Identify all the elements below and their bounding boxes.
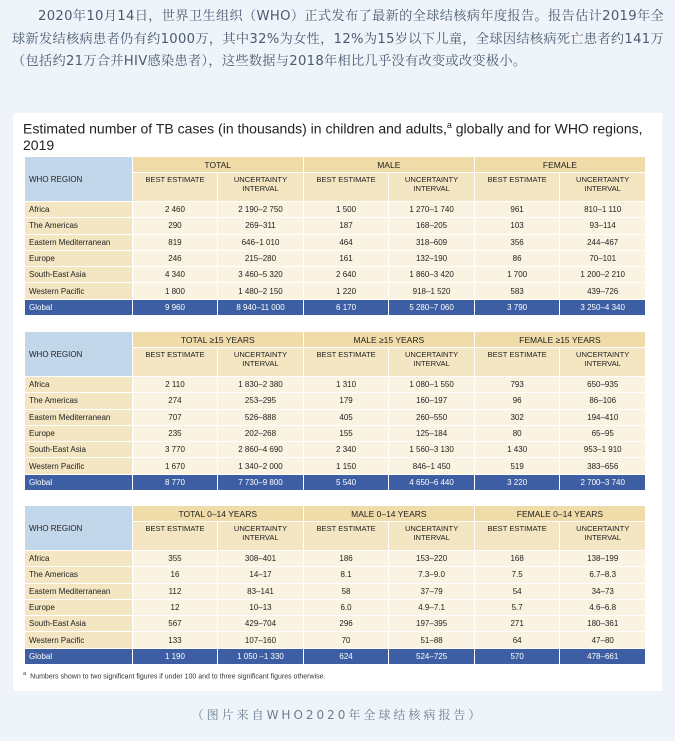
- table-cell: 570: [475, 649, 560, 664]
- table-cell: 4.9–7.1: [389, 600, 474, 615]
- table-row: [25, 426, 645, 441]
- table-cell: 80: [475, 426, 560, 441]
- table-cell: 1 340–2 000: [218, 458, 303, 473]
- group-header: MALE: [304, 157, 474, 172]
- table-cell: 83–141: [218, 584, 303, 599]
- table-cell: 1 150: [304, 458, 389, 473]
- table-cell: 583: [475, 283, 560, 298]
- uncertainty-interval-header: UNCERTAINTY INTERVAL: [560, 348, 645, 376]
- region-name: Global: [25, 649, 132, 664]
- table-cell: 64: [475, 632, 560, 647]
- table-cell: 4 650–6 440: [389, 475, 474, 490]
- table-cell: 138–199: [560, 551, 645, 566]
- region-name: South-East Asia: [25, 616, 132, 631]
- table-cell: 526–888: [218, 410, 303, 425]
- uncertainty-interval-header: UNCERTAINTY INTERVAL: [218, 348, 303, 376]
- table-cell: 1 860–3 420: [389, 267, 474, 282]
- table-cell: 160–197: [389, 393, 474, 408]
- table-row: [25, 584, 645, 599]
- region-name: Global: [25, 300, 132, 315]
- table-cell: 918–1 520: [389, 283, 474, 298]
- table-cell: 5 540: [304, 475, 389, 490]
- table-cell: 86–106: [560, 393, 645, 408]
- table-cell: 6.7–8.3: [560, 567, 645, 582]
- table-cell: 132–190: [389, 251, 474, 266]
- table-cell: 1 200–2 210: [560, 267, 645, 282]
- table-cell: 2 860–4 690: [218, 442, 303, 457]
- table-cell: 3 220: [475, 475, 560, 490]
- global-row: [25, 300, 645, 315]
- region-name: South-East Asia: [25, 267, 132, 282]
- table-cell: 429–704: [218, 616, 303, 631]
- table-cell: 112: [133, 584, 218, 599]
- table-cell: 1 310: [304, 377, 389, 392]
- table-cell: 810–1 110: [560, 202, 645, 217]
- uncertainty-interval-header: UNCERTAINTY INTERVAL: [389, 173, 474, 201]
- table-cell: 1 430: [475, 442, 560, 457]
- group-header: TOTAL ≥15 YEARS: [133, 332, 303, 347]
- best-estimate-header: BEST ESTIMATE: [304, 522, 389, 550]
- global-row: [25, 475, 645, 490]
- table-cell: 155: [304, 426, 389, 441]
- table-cell: 153–220: [389, 551, 474, 566]
- best-estimate-header: BEST ESTIMATE: [475, 173, 560, 201]
- table-cell: 846–1 450: [389, 458, 474, 473]
- table-cell: 1 830–2 380: [218, 377, 303, 392]
- table-cell: 3 770: [133, 442, 218, 457]
- table-cell: 7.3–9.0: [389, 567, 474, 582]
- region-name: South-East Asia: [25, 442, 132, 457]
- uncertainty-interval-header: UNCERTAINTY INTERVAL: [560, 522, 645, 550]
- table-cell: 624: [304, 649, 389, 664]
- table-cell: 96: [475, 393, 560, 408]
- uncertainty-interval-header: UNCERTAINTY INTERVAL: [389, 522, 474, 550]
- table-cell: 8.1: [304, 567, 389, 582]
- region-name: Western Pacific: [25, 283, 132, 298]
- table-adults: [24, 331, 646, 491]
- region-name: Europe: [25, 426, 132, 441]
- table-cell: 5 280–7 060: [389, 300, 474, 315]
- table-children: [24, 505, 646, 665]
- table-cell: 308–401: [218, 551, 303, 566]
- group-header: TOTAL 0–14 YEARS: [133, 506, 303, 521]
- table-cell: 197–395: [389, 616, 474, 631]
- table-cell: 244–467: [560, 235, 645, 250]
- table-cell: 179: [304, 393, 389, 408]
- best-estimate-header: BEST ESTIMATE: [304, 348, 389, 376]
- table-cell: 51–88: [389, 632, 474, 647]
- table-cell: 355: [133, 551, 218, 566]
- table-cell: 168: [475, 551, 560, 566]
- table-cell: 1 800: [133, 283, 218, 298]
- table-cell: 9 960: [133, 300, 218, 315]
- table-cell: 1 500: [304, 202, 389, 217]
- source-caption: （图片来自WHO2020年全球结核病报告）: [191, 708, 484, 722]
- table-cell: 356: [475, 235, 560, 250]
- group-header: MALE 0–14 YEARS: [304, 506, 474, 521]
- uncertainty-interval-header: UNCERTAINTY INTERVAL: [218, 522, 303, 550]
- best-estimate-header: BEST ESTIMATE: [133, 348, 218, 376]
- table-row: [25, 235, 645, 250]
- table-cell: 819: [133, 235, 218, 250]
- table-cell: 1 190: [133, 649, 218, 664]
- region-name: Africa: [25, 551, 132, 566]
- tb-figure: [13, 113, 662, 691]
- table-cell: 793: [475, 377, 560, 392]
- region-name: Africa: [25, 202, 132, 217]
- table-cell: 4.6–6.8: [560, 600, 645, 615]
- table-cell: 646–1 010: [218, 235, 303, 250]
- table-cell: 70: [304, 632, 389, 647]
- table-cell: 1 080–1 550: [389, 377, 474, 392]
- table-cell: 70–101: [560, 251, 645, 266]
- region-name: Western Pacific: [25, 632, 132, 647]
- table-cell: 253–295: [218, 393, 303, 408]
- table-cell: 2 110: [133, 377, 218, 392]
- table-cell: 161: [304, 251, 389, 266]
- table-cell: 269–311: [218, 218, 303, 233]
- table-cell: 1 220: [304, 283, 389, 298]
- table-cell: 54: [475, 584, 560, 599]
- region-name: Eastern Mediterranean: [25, 410, 132, 425]
- table-cell: 14–17: [218, 567, 303, 582]
- table-cell: 10–13: [218, 600, 303, 615]
- table-cell: 16: [133, 567, 218, 582]
- table-cell: 125–184: [389, 426, 474, 441]
- table-cell: 1 050 –1 330: [218, 649, 303, 664]
- table-row: [25, 267, 645, 282]
- table-cell: 215–280: [218, 251, 303, 266]
- table-cell: 34–73: [560, 584, 645, 599]
- table-cell: 318–609: [389, 235, 474, 250]
- table-row: [25, 600, 645, 615]
- region-name: Eastern Mediterranean: [25, 235, 132, 250]
- table-cell: 464: [304, 235, 389, 250]
- best-estimate-header: BEST ESTIMATE: [133, 173, 218, 201]
- table-row: [25, 632, 645, 647]
- table-all-ages: [24, 156, 646, 316]
- table-cell: 1 700: [475, 267, 560, 282]
- table-row: [25, 551, 645, 566]
- table-row: [25, 251, 645, 266]
- best-estimate-header: BEST ESTIMATE: [304, 173, 389, 201]
- region-header: WHO REGION: [25, 332, 132, 376]
- table-cell: 103: [475, 218, 560, 233]
- table-row: [25, 616, 645, 631]
- table-cell: 707: [133, 410, 218, 425]
- intro-paragraph: 2020年10月14日，世界卫生组织（WHO）正式发布了最新的全球结核病年度报告。报告估计2019年全球新发结核病患者仍有约1000万，其中32%为女性，12%为15岁以下儿童，全球因结核病死亡患者约141万（包括约21万合并HIV感染患者），这些数据与2018年相比几乎没有改变或改变极小。: [12, 9, 664, 69]
- table-cell: 405: [304, 410, 389, 425]
- table-cell: 383–656: [560, 458, 645, 473]
- table-cell: 5.7: [475, 600, 560, 615]
- table-cell: 271: [475, 616, 560, 631]
- table-cell: 274: [133, 393, 218, 408]
- table-cell: 953–1 910: [560, 442, 645, 457]
- table-cell: 93–114: [560, 218, 645, 233]
- table-cell: 8 940–11 000: [218, 300, 303, 315]
- table-cell: 2 640: [304, 267, 389, 282]
- table-cell: 7 730–9 800: [218, 475, 303, 490]
- best-estimate-header: BEST ESTIMATE: [133, 522, 218, 550]
- table-cell: 519: [475, 458, 560, 473]
- table-cell: 3 460–5 320: [218, 267, 303, 282]
- region-header: WHO REGION: [25, 157, 132, 201]
- table-cell: 168–205: [389, 218, 474, 233]
- table-cell: 65–95: [560, 426, 645, 441]
- region-header: WHO REGION: [25, 506, 132, 550]
- table-cell: 186: [304, 551, 389, 566]
- table-cell: 180–361: [560, 616, 645, 631]
- region-name: Europe: [25, 251, 132, 266]
- region-name: The Americas: [25, 218, 132, 233]
- table-row: [25, 458, 645, 473]
- group-header: FEMALE: [475, 157, 645, 172]
- region-name: Africa: [25, 377, 132, 392]
- region-name: Western Pacific: [25, 458, 132, 473]
- table-cell: 133: [133, 632, 218, 647]
- footnote-marker: a: [446, 120, 452, 130]
- table-row: [25, 202, 645, 217]
- table-cell: 2 190–2 750: [218, 202, 303, 217]
- table-cell: 3 790: [475, 300, 560, 315]
- footnote: $^a$ Numbers shown to two significant figures if under 100 and to three significant figures otherwise.: [23, 671, 326, 681]
- table-cell: 246: [133, 251, 218, 266]
- table-cell: 107–160: [218, 632, 303, 647]
- table-cell: 478–661: [560, 649, 645, 664]
- table-cell: 58: [304, 584, 389, 599]
- table-cell: 194–410: [560, 410, 645, 425]
- table-row: [25, 393, 645, 408]
- best-estimate-header: BEST ESTIMATE: [475, 522, 560, 550]
- table-cell: 260–550: [389, 410, 474, 425]
- table-cell: 37–79: [389, 584, 474, 599]
- table-cell: 296: [304, 616, 389, 631]
- table-row: [25, 218, 645, 233]
- table-row: [25, 567, 645, 582]
- uncertainty-interval-header: UNCERTAINTY INTERVAL: [560, 173, 645, 201]
- region-name: The Americas: [25, 393, 132, 408]
- table-row: [25, 410, 645, 425]
- uncertainty-interval-header: UNCERTAINTY INTERVAL: [218, 173, 303, 201]
- table-cell: 86: [475, 251, 560, 266]
- table-cell: 1 270–1 740: [389, 202, 474, 217]
- table-cell: 7.5: [475, 567, 560, 582]
- group-header: FEMALE ≥15 YEARS: [475, 332, 645, 347]
- table-cell: 2 340: [304, 442, 389, 457]
- table-cell: 2 460: [133, 202, 218, 217]
- table-cell: 47–80: [560, 632, 645, 647]
- table-cell: 202–268: [218, 426, 303, 441]
- table-cell: 439–726: [560, 283, 645, 298]
- table-row: [25, 283, 645, 298]
- table-cell: 290: [133, 218, 218, 233]
- table-cell: 4 340: [133, 267, 218, 282]
- table-cell: 302: [475, 410, 560, 425]
- table-cell: 1 670: [133, 458, 218, 473]
- region-name: Eastern Mediterranean: [25, 584, 132, 599]
- table-cell: 12: [133, 600, 218, 615]
- table-cell: 1 560–3 130: [389, 442, 474, 457]
- table-cell: 524–725: [389, 649, 474, 664]
- group-header: FEMALE 0–14 YEARS: [475, 506, 645, 521]
- table-cell: 187: [304, 218, 389, 233]
- table-cell: 1 480–2 150: [218, 283, 303, 298]
- table-cell: 6.0: [304, 600, 389, 615]
- global-row: [25, 649, 645, 664]
- figure-title: Estimated number of TB cases (in thousands) in children and adults,$^a$ globally and for WHO regions, 2019: [23, 120, 643, 153]
- table-cell: 235: [133, 426, 218, 441]
- best-estimate-header: BEST ESTIMATE: [475, 348, 560, 376]
- group-header: MALE ≥15 YEARS: [304, 332, 474, 347]
- table-row: [25, 377, 645, 392]
- table-cell: 650–935: [560, 377, 645, 392]
- table-cell: 961: [475, 202, 560, 217]
- region-name: Europe: [25, 600, 132, 615]
- region-name: The Americas: [25, 567, 132, 582]
- table-cell: 8 770: [133, 475, 218, 490]
- table-cell: 3 250–4 340: [560, 300, 645, 315]
- table-cell: 6 170: [304, 300, 389, 315]
- table-cell: 2 700–3 740: [560, 475, 645, 490]
- region-name: Global: [25, 475, 132, 490]
- table-row: [25, 442, 645, 457]
- table-cell: 567: [133, 616, 218, 631]
- uncertainty-interval-header: UNCERTAINTY INTERVAL: [389, 348, 474, 376]
- group-header: TOTAL: [133, 157, 303, 172]
